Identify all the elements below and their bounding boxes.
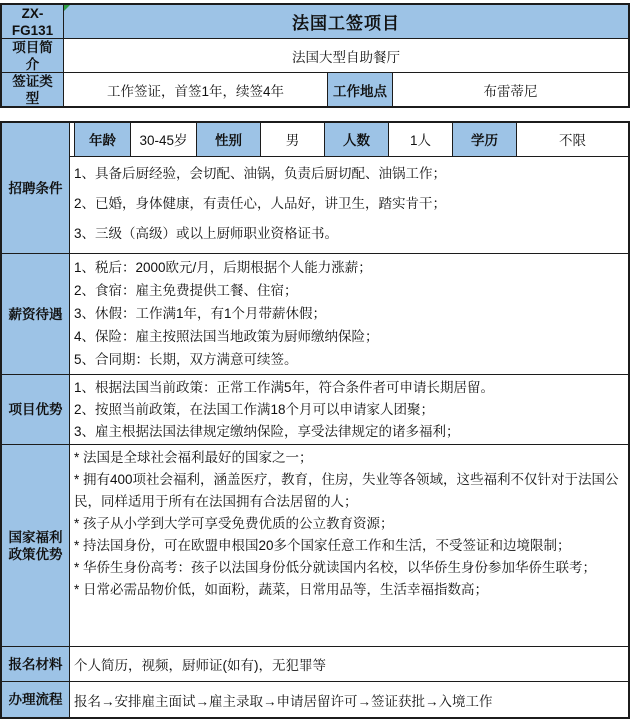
education-label: 学历 <box>452 123 516 156</box>
gender-label: 性别 <box>196 123 260 156</box>
recruit-label: 招聘条件 <box>2 123 70 253</box>
section-recruit <box>2 123 628 253</box>
project-title-cell <box>64 5 628 38</box>
list-line: 4、保险：雇主按照法国当地政策为厨师缴纳保险； <box>74 329 379 344</box>
spacer-row <box>0 108 630 121</box>
list-line: * 持法国身份，可在欧盟申根国20多个国家任意工作和生活，不受签证和边境限制； <box>74 538 571 553</box>
list-line: * 日常必需品物价低，如面粉，蔬菜，日常用品等，生活幸福指数高； <box>74 582 489 597</box>
welfare-body <box>70 445 628 646</box>
main-block <box>0 121 630 719</box>
intro-value: 法国大型自助餐厅 <box>292 49 400 65</box>
education-value: 不限 <box>516 123 628 156</box>
list-line: 2、已婚，身体健康，有责任心，人品好，讲卫生，踏实肯干； <box>74 195 447 211</box>
work-location-label: 工作地点 <box>328 73 393 106</box>
list-line: 1、税后：2000欧元/月，后期根据个人能力涨薪； <box>74 260 372 275</box>
welfare-list <box>70 445 628 601</box>
recruit-spec-row <box>70 123 628 157</box>
section-process <box>2 681 628 717</box>
list-line: * 拥有400项社会福利，涵盖医疗，教育，住房，失业等各领域，这些福利不仅针对于法国公民，同样适用于所有在法国拥有合法居留的人； <box>74 472 619 509</box>
section-welfare <box>2 444 628 646</box>
salary-list <box>70 254 628 371</box>
materials-value: 个人简历，视频，厨师证(如有)，无犯罪等 <box>74 658 326 673</box>
recruit-body <box>70 123 628 253</box>
headcount-label: 人数 <box>324 123 388 156</box>
section-salary <box>2 253 628 374</box>
advantages-body <box>70 375 628 444</box>
project-title: 法国工签项目 <box>292 14 400 33</box>
project-code-cell: ZX-FG131 <box>2 5 64 38</box>
work-location-value: 布雷蒂尼 <box>483 83 538 99</box>
intro-row <box>2 38 628 72</box>
intro-label: 项目简介 <box>2 39 64 72</box>
visa-type-value: 工作签证，首签1年，续签4年 <box>64 73 328 106</box>
headcount-value: 1人 <box>388 123 452 156</box>
list-line: 3、三级（高级）或以上厨师职业资格证书。 <box>74 225 339 241</box>
list-line: 2、按照当前政策，在法国工作满18个月可以申请家人团聚； <box>74 402 435 417</box>
age-value: 30-45岁 <box>130 123 196 156</box>
list-line: 1、具备后厨经验，会切配、油锅，负责后厨切配、油锅工作； <box>74 165 447 181</box>
materials-label: 报名材料 <box>2 647 70 681</box>
recruit-list <box>70 157 628 253</box>
advantages-label: 项目优势 <box>2 375 70 444</box>
list-line: * 孩子从小学到大学可享受免费优质的公立教育资源； <box>74 516 394 531</box>
welfare-label: 国家福利政策优势 <box>2 445 70 646</box>
visa-row <box>2 72 628 106</box>
visa-type-label: 签证类型 <box>2 73 64 106</box>
advantages-list <box>70 375 628 443</box>
list-line: 5、合同期：长期，双方满意可续签。 <box>74 352 298 367</box>
process-value: 报名→安排雇主面试→雇主录取→申请居留许可→签证获批→入境工作 <box>74 693 493 709</box>
section-materials <box>2 646 628 681</box>
salary-label: 薪资待遇 <box>2 254 70 374</box>
list-line: * 法国是全球社会福利最好的国家之一； <box>74 450 313 465</box>
header-row <box>2 5 628 38</box>
section-advantages <box>2 374 628 444</box>
list-line: 2、食宿：雇主免费提供工餐、住宿； <box>74 283 298 298</box>
list-line: * 华侨生身份高考：孩子以法国身份低分就读国内名校，以华侨生身份参加华侨生联考； <box>74 560 597 575</box>
top-block <box>0 3 630 108</box>
list-line: 3、休假：工作满1年，有1个月带薪休假； <box>74 306 327 321</box>
salary-body <box>70 254 628 374</box>
process-label: 办理流程 <box>2 682 70 717</box>
gender-value: 男 <box>260 123 324 156</box>
list-line: 1、根据法国当前政策：正常工作满5年，符合条件者可申请长期居留。 <box>74 380 495 395</box>
age-label: 年龄 <box>74 123 130 156</box>
excel-error-corner-icon <box>64 5 70 11</box>
list-line: 3、雇主根据法国法律规定缴纳保险，享受法律规定的诸多福利； <box>74 424 460 439</box>
